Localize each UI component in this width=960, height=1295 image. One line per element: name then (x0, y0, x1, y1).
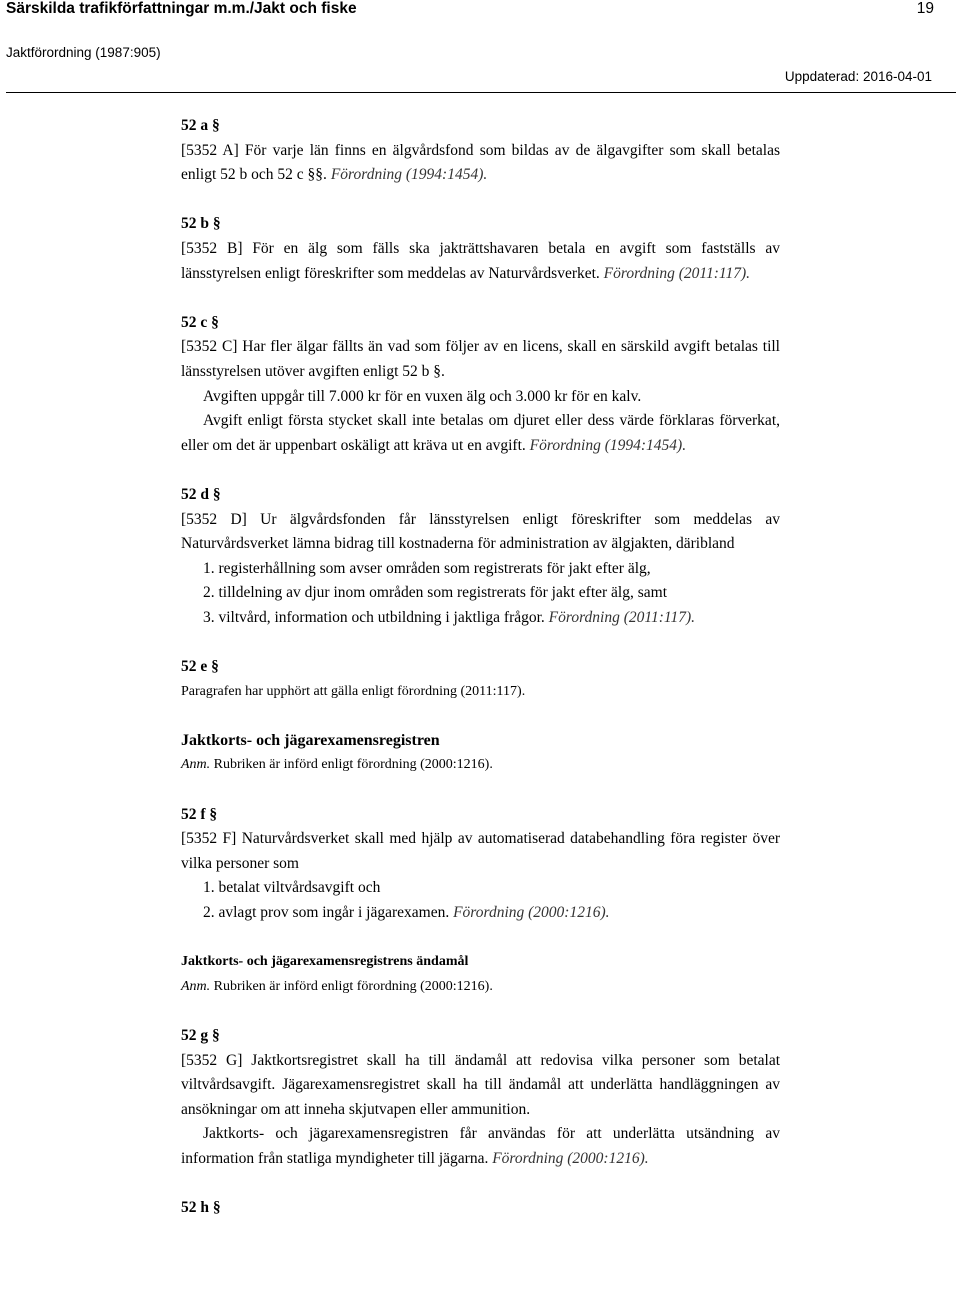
subheading-title: Jaktkorts- och jägarexamensregistrens ändamål (181, 954, 469, 970)
section-paragraph: Paragrafen har upphört att gälla enligt förordning (2011:117). (181, 683, 526, 699)
ordinance-reference: Förordning (2011:117). (548, 608, 696, 626)
list-item: 1. registerhållning som avser områden som registrerats för jakt efter älg, (203, 559, 651, 577)
list-item (181, 901, 780, 926)
updated-date: Uppdaterad: 2016-04-01 (784, 69, 932, 84)
annotation-label: Anm. (181, 757, 211, 773)
section-paragraph: Avgiften uppgår till 7.000 kr för en vuxen älg och 3.000 kr för en kalv. (203, 387, 642, 405)
section-heading: 52 b § (181, 215, 221, 233)
ordinance-reference: Förordning (2000:1216). (453, 904, 610, 921)
ordinance-reference: Förordning (1994:1454). (330, 166, 488, 184)
section-heading: 52 e § (181, 658, 219, 676)
section-paragraph: [5352 F] Naturvårdsverket skall med hjälp av automatiserad databehandling föra register över vilka personer som (181, 830, 780, 872)
list-item-text: 2. avlagt prov som ingår i jägarexamen. (203, 904, 450, 921)
section-52g (181, 1024, 780, 1172)
list-item: 2. tilldelning av djur inom områden som registrerats för jakt efter älg, samt (203, 584, 668, 602)
list-item-text: 3. viltvård, information och utbildning i jaktliga frågor. (203, 608, 545, 626)
ordinance-reference: Förordning (1994:1454). (529, 436, 687, 454)
annotation-note (181, 975, 780, 1000)
section-paragraph: [5352 G] Jaktkortsregistret skall ha till ändamål att redovisa vilka personer som betalat viltvårdsavgift. Jägarexamensregistret skall ha till ändamål att underlätta handläggningen av ansökningar om att inneha skjutvapen eller ammunition. (181, 1051, 780, 1118)
paragraph-text: [5352 B] För en älg som fälls ska jakträttshavaren betala en avgift som fastställs av länsstyrelsen enligt föreskrifter som meddelas av Naturvårdsverket. (181, 239, 780, 282)
section-paragraph (181, 237, 780, 286)
annotation-label: Anm. (181, 978, 211, 994)
document-body (181, 114, 780, 1221)
section-paragraph (181, 409, 780, 458)
section-paragraph: [5352 C] Har fler älgar fällts än vad som följer av en licens, skall en särskild avgift betalas till länsstyrelsen utöver avgiften enligt 52 b §. (181, 338, 780, 380)
ordinance-reference: Förordning (2000:1216). (492, 1149, 649, 1167)
section-52d (181, 483, 780, 631)
section-52e (181, 655, 780, 704)
list-item (181, 606, 780, 631)
annotation-text: Rubriken är införd enligt förordning (2000:1216). (213, 757, 493, 773)
annotation-text: Rubriken är införd enligt förordning (2000:1216). (213, 978, 493, 994)
section-52b (181, 212, 780, 286)
subheading-registers (181, 729, 780, 778)
section-heading: 52 d § (181, 485, 221, 503)
header-rule (6, 92, 956, 93)
section-heading-52h: 52 h § (181, 1199, 221, 1217)
section-paragraph (181, 139, 780, 188)
section-paragraph: [5352 D] Ur älgvårdsfonden får länsstyrelsen enligt föreskrifter som meddelas av Naturvårdsverket lämna bidrag till kostnaderna för administration av älgjakten, däribland (181, 510, 780, 553)
section-heading: 52 c § (181, 313, 219, 331)
list-item: 1. betalat viltvårdsavgift och (203, 879, 381, 897)
page-number: 19 (916, 0, 934, 17)
section-heading: 52 g § (181, 1026, 220, 1044)
subheading-register-purpose (181, 950, 780, 999)
document-header-title: Särskilda trafikförfattningar m.m./Jakt och fiske (6, 0, 357, 17)
section-52a (181, 114, 780, 188)
ordinance-reference: Förordning (2011:117). (603, 264, 751, 282)
section-52f (181, 803, 780, 926)
paragraph-text: [5352 A] För varje län finns en älgvårdsfond som bildas av de älgavgifter som skall betalas enligt 52 b och 52 c §§. (181, 141, 780, 184)
section-52c (181, 311, 780, 459)
section-paragraph (181, 1122, 780, 1171)
section-heading: 52 a § (181, 117, 220, 134)
subheading-title: Jaktkorts- och jägarexamensregistren (181, 731, 440, 749)
document-subtitle: Jaktförordning (1987:905) (6, 45, 161, 60)
paragraph-text: Avgift enligt första stycket skall inte betalas om djuret eller dess värde förklaras förverkat, eller om det är uppenbart oskäligt att kräva ut en avgift. (181, 412, 780, 454)
section-heading: 52 f § (181, 805, 218, 823)
paragraph-text: Jaktkorts- och jägarexamensregistren får användas för att underlätta utsändning av information från statliga myndigheter till jägarna. (181, 1125, 780, 1167)
annotation-note (181, 753, 780, 778)
